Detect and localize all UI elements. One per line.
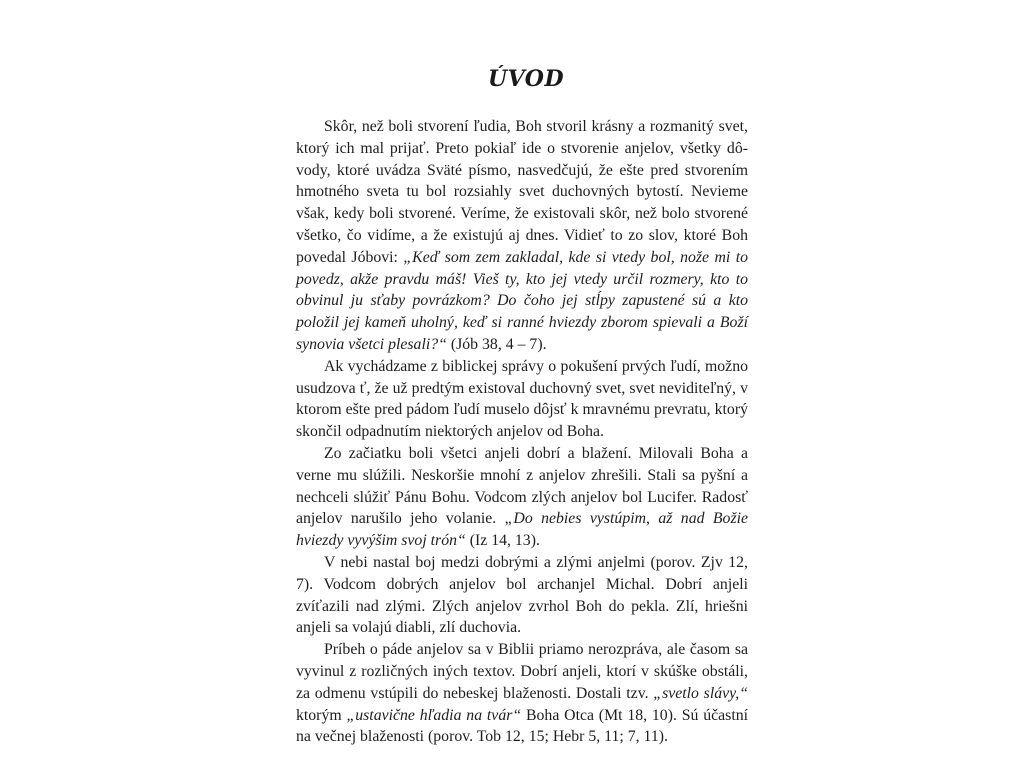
scripture-quote: „ustavične hľadia na tvár“ [346, 706, 522, 724]
text-body [296, 116, 748, 748]
paragraph-5 [296, 639, 748, 748]
paragraph-text: Skôr, než boli stvorení ľudia, Boh stvoril krásny a rozmanitý svet, ktorý ich mal prijať. Preto pokiaľ ide o stvorenie anjelov, všetky dôvody, ktoré uvádza Sväté písmo, nasvedčujú, že ešte pred stvorením hmotného sveta tu bol rozsiahly svet duchovných bytostí. Nevieme však, kedy boli stvorené. Veríme, že existovali skôr, než bolo stvorené všetko, čo vidíme, a že existujú aj dnes. Vidieť to zo slov, ktoré Boh povedal Jóbovi: [296, 118, 748, 266]
paragraph-1 [296, 116, 748, 356]
paragraph-2 [296, 356, 748, 443]
paragraph-3 [296, 443, 748, 552]
scripture-quote: „Do nebies vystúpim, až nad Božie hviezdy vyvýšim svoj trón“ [296, 510, 748, 550]
paragraph-text: V nebi nastal boj medzi dobrými a zlými anjelmi (porov. Zjv 12, 7). Vodcom dobrých anjelov bol archanjel Michal. Dobrí anjeli zvíťazili nad zlými. Zlých anjelov zvrhol Boh do pekla. Zlí, hriešni anjeli sa volajú diabli, zlí duchovia. [296, 553, 748, 637]
paragraph-text: ktorým [296, 706, 347, 724]
paragraph-text: Ak vychádzame z biblickej správy o pokušení prvých ľudí, možno usudzova ť, že už predtým existoval duchovný svet, svet neviditeľný, v ktorom ešte pred pádom ľudí muselo dôjsť k mravnému prevratu, ktorý skončil odpadnutím niektorých anjelov od Boha. [296, 357, 748, 441]
paragraph-4 [296, 552, 748, 639]
paragraph-text: Zo začiatku boli všetci anjeli dobrí a blažení. Milovali Boha a verne mu slúžili. Neskoršie mnohí z anjelov zhrešili. Stali sa pyšní a nechceli slúžiť Pánu Bohu. Vodcom zlých anjelov bol Lucifer. Radosť anjelov narušilo jeho volanie. [296, 444, 748, 528]
scripture-quote: „Keď som zem zakladal, kde si vtedy bol, nože mi to povedz, akže pravdu máš! Vieš ty, kto jej vtedy určil rozmery, kto to obvinul ju sťaby povrázkom? Do čoho jej stĺpy zapustené sú a kto položil jej kameň uholný, keď si ranné hviezdy zborom spievali a Boží synovia všetci plesali?“ [296, 248, 748, 353]
scripture-quote: „svetlo slávy,“ [653, 684, 748, 702]
scripture-reference: (Iz 14, 13). [465, 532, 540, 550]
paragraph-text: Príbeh o páde anjelov sa v Biblii priamo nerozpráva, ale časom sa vyvinul z rozličných iných textov. Dobrí anjeli, ktorí v skúške obstáli, za odmenu vstúpili do nebeskej blaženosti. Dostali tzv. [296, 641, 748, 702]
scripture-reference: (Jób 38, 4 – 7). [446, 335, 547, 353]
page-title: ÚVOD [487, 66, 565, 92]
scripture-reference: Boha Otca (Mt 18, 10). Sú účastní na večnej blaženosti (porov. Tob 12, 15; Hebr 5, 11; 7, 11). [296, 706, 748, 746]
